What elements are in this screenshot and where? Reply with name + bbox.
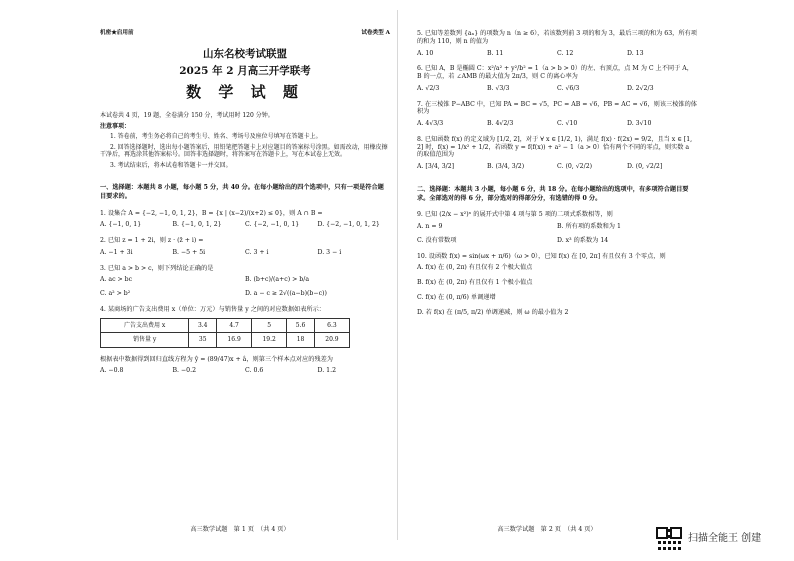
table-cell: 16.9 — [217, 333, 252, 348]
option-c: C. 3 + i — [245, 248, 269, 256]
option-a: A. −0.8 — [100, 367, 124, 375]
option-b: B. √3/3 — [487, 84, 510, 92]
notes-title: 注意事项： — [100, 122, 131, 130]
option-c: C. (0, √2/2) — [557, 163, 593, 170]
question-7-options — [417, 120, 697, 128]
option-c: C. 12 — [557, 49, 574, 57]
question-10-options — [417, 264, 697, 316]
option-d: D. 2√2/3 — [627, 84, 654, 92]
table-cell: 6.3 — [314, 318, 349, 333]
page-2-content — [417, 30, 697, 324]
question-6-options — [417, 85, 697, 93]
option-d: D. {−2, −1, 0, 1, 2} — [317, 221, 380, 229]
table-cell: 35 — [189, 333, 217, 348]
option-d: D. 若 f(x) 在 (π/5, π/2) 单调递减，则 ω 的最小值为 2 — [417, 308, 569, 316]
table-cell: 3.4 — [189, 318, 217, 333]
question-6: 6. 已知 A，B 是椭圆 C：x²/a² + y²/b² = 1（a > b > 0）的左、右顶点，点 M 为 C 上不同于 A，B 的一点，若 ∠AMB 的最大值为 2π/3，则 C 的离心率为 — [417, 65, 693, 80]
option-c: C. {−2, −1, 0, 1} — [245, 221, 300, 229]
option-d: D. 13 — [627, 49, 644, 57]
option-b: B. 11 — [487, 49, 504, 57]
note-3: 3. 考试结束后，将本试卷和答题卡一并交回。 — [110, 161, 232, 169]
page-header — [100, 30, 390, 40]
paper-type-label: 试卷类型 A — [361, 30, 390, 36]
question-5: 5. 已知等差数列 {aₙ} 的项数为 n（n ≥ 6），若该数列前 3 项的和为 3，最后三项的和为 63，所有项的和为 110，则 n 的值为 — [417, 30, 697, 45]
question-9: 9. 已知 (2/x − x²)ⁿ 的展开式中第 4 项与第 5 项的二项式系数相等，则 — [417, 211, 613, 219]
note-2: 2. 回答选择题时，选出每小题答案后，用铅笔把答题卡上对应题目的答案标号涂黑。如需改动，用橡皮擦干净后，再选涂其他答案标号。回答非选择题时，将答案写在答题卡上，写在本试卷上无效。 — [100, 143, 388, 158]
table-cell: 20.9 — [314, 333, 349, 348]
page-1-content — [100, 30, 390, 383]
option-b: B. (b+c)/(a+c) > b/a — [245, 276, 310, 284]
table-row-label: 销售量 y — [101, 333, 189, 348]
question-3: 3. 已知 a > b > c，则下列结论正确的是 — [100, 264, 214, 272]
confidential-label: 机密★启用前 — [100, 30, 134, 36]
option-d: D. a − c ≥ 2√((a−b)(b−c)) — [245, 290, 327, 298]
table-cell: 5 — [252, 318, 287, 333]
question-8-options — [417, 163, 697, 171]
option-a: A. √2/3 — [417, 84, 440, 92]
question-3-options — [100, 276, 390, 298]
option-c: C. 0.6 — [245, 367, 264, 375]
question-2-options — [100, 249, 390, 257]
exam-page-2 — [397, 0, 794, 561]
option-b: B. −5 + 5i — [172, 248, 206, 256]
question-9-options — [417, 223, 697, 245]
option-b: B. (3/4, 3/2) — [487, 163, 525, 170]
option-c: C. a² > b² — [100, 290, 131, 298]
table-row — [101, 318, 350, 333]
question-4-options — [100, 367, 390, 375]
table-cell: 5.6 — [287, 318, 315, 333]
section-1-heading: 一、选择题：本题共 8 小题，每小题 5 分，共 40 分。在每小题给出的四个选项中，只有一项是符合题目要求的。 — [100, 184, 384, 201]
question-4-tail: 根据表中数据得到回归直线方程为 ŷ = (89/47)x + â，则第三个样本点对应的残差为 — [100, 355, 333, 363]
option-a: A. 4√3/3 — [417, 120, 444, 127]
table-row-label: 广告支出费用 x — [101, 318, 189, 333]
option-c: C. √6/3 — [557, 84, 580, 92]
table-row — [101, 333, 350, 348]
exam-organizer-title: 山东名校考试联盟 — [203, 48, 287, 60]
question-4-table — [100, 318, 350, 348]
option-c: C. 没有常数项 — [417, 236, 457, 244]
question-2: 2. 已知 z = 1 + 2i，则 z · (z̄ + i) = — [100, 237, 204, 245]
option-c: C. √10 — [557, 120, 578, 127]
option-b: B. −0.2 — [172, 367, 197, 375]
question-5-options — [417, 50, 697, 58]
page-2-footer: 高三数学试题 第 2 页 （共 4 页） — [497, 526, 597, 533]
option-b: B. {−1, 0, 1, 2} — [172, 221, 222, 229]
question-8: 8. 已知函数 f(x) 的定义域为 [1/2, 2]，对于 ∀ x ∈ [1/2, 1)，满足 f(x) · f(2x) = 9/2，且当 x ∈ [1, 2] 时，f(x) = 1/x² + 1/2，若函数 y = f(f(x)) + a² − 1（a > 0）恰有两个不同的零点，则实数 a 的取值范围为 — [417, 135, 693, 159]
table-cell: 19.2 — [252, 333, 287, 348]
option-d: D. 3 − i — [317, 248, 342, 256]
table-cell: 4.7 — [217, 318, 252, 333]
option-b: B. 所有项的系数和为 1 — [557, 223, 621, 231]
scanner-watermark: 扫描全能王 创建 — [688, 533, 762, 544]
question-7: 7. 在三棱锥 P−ABC 中，已知 PA = BC = √5，PC = AB = √6，PB = AC = √6，则该三棱锥的体积为 — [417, 100, 697, 116]
option-a: A. 10 — [417, 49, 434, 57]
question-1-options — [100, 221, 390, 229]
option-b: B. f(x) 在 (0, 2π) 有且仅有 1 个极小值点 — [417, 279, 533, 287]
table-cell: 18 — [287, 333, 315, 348]
question-4: 4. 某商场的广告支出费用 x（单位：万元）与销售量 y 之间的对应数据如表所示： — [100, 305, 325, 313]
option-d: D. 1.2 — [317, 367, 337, 375]
question-10: 10. 设函数 f(x) = sin(ωx + π/6)（ω > 0），已知 f(x) 在 [0, 2π] 有且仅有 3 个零点，则 — [417, 252, 666, 260]
option-a: A. −1 + 3i — [100, 248, 133, 256]
qr-code-icon — [656, 527, 682, 553]
section-2-heading: 二、选择题：本题共 3 小题，每小题 6 分，共 18 分。在每小题给出的选项中，有多项符合题目要求。全部选对的得 6 分，部分选对的得部分分，有选错的得 0 分。 — [417, 185, 689, 203]
option-a: A. f(x) 在 (0, 2π) 有且仅有 2 个极大值点 — [417, 264, 533, 272]
option-a: A. [3/4, 3/2] — [417, 163, 455, 170]
option-d: D. (0, √2/2] — [627, 163, 663, 170]
option-a: A. {−1, 0, 1} — [100, 221, 142, 229]
option-a: A. ac > bc — [100, 276, 133, 284]
option-b: B. 4√2/3 — [487, 120, 514, 127]
exam-subject-title: 数 学 试 题 — [186, 83, 304, 102]
option-d: D. 3√10 — [627, 120, 652, 127]
option-d: D. x³ 的系数为 14 — [557, 236, 609, 244]
exam-intro: 本试卷共 4 页，19 题，全卷满分 150 分，考试用时 120 分钟。 — [100, 112, 274, 119]
option-a: A. n = 9 — [417, 223, 443, 231]
page-1-footer: 高三数学试题 第 1 页 （共 4 页） — [190, 526, 290, 533]
question-1: 1. 设集合 A = {−2, −1, 0, 1, 2}，B = {x | (x−2)/(x+2) ≤ 0}，则 A ∩ B = — [100, 209, 323, 217]
note-1: 1. 答卷前，考生务必将自己的考生号、姓名、考场号及座位号填写在答题卡上。 — [110, 133, 322, 140]
option-c: C. f(x) 在 (0, π/6) 单调递增 — [417, 293, 496, 301]
exam-session-title: 2025 年 2 月高三开学联考 — [179, 65, 311, 78]
